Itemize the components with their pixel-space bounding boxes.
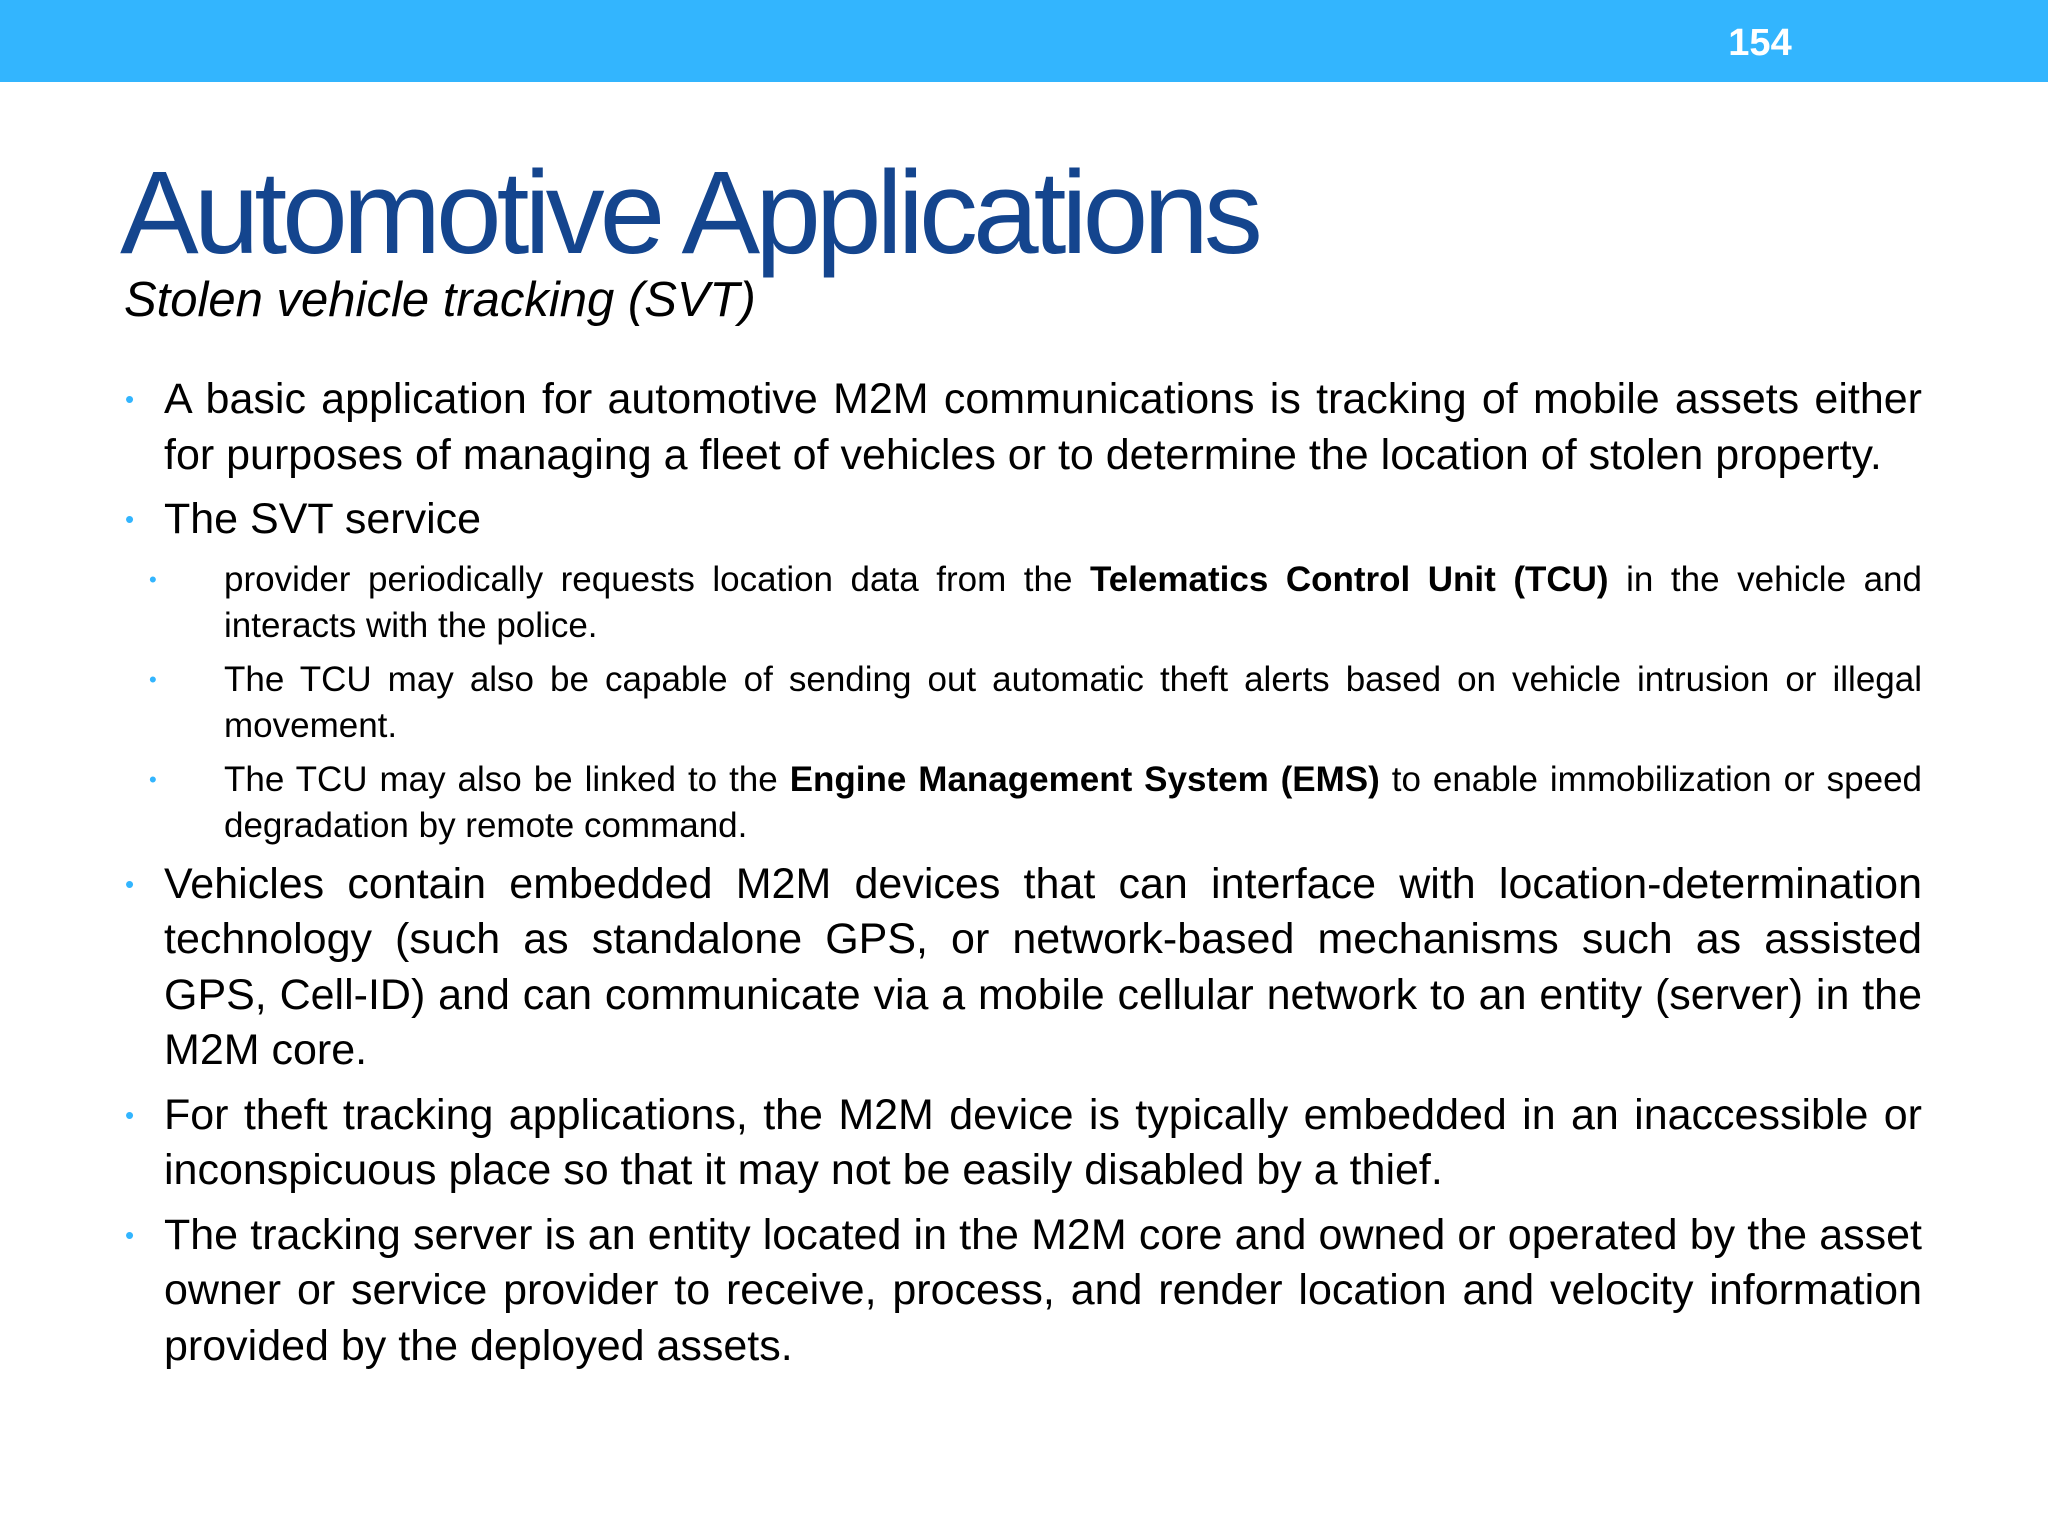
bullet-item — [120, 1088, 1922, 1199]
slide-title: Automotive Applications — [120, 147, 1258, 279]
sub-bullet-text: provider periodically requests location data from the — [224, 559, 1090, 599]
bullet-icon: • — [125, 504, 135, 534]
slide-subtitle: Stolen vehicle tracking (SVT) — [124, 273, 756, 327]
bullet-text: For theft tracking applications, the M2M device is typically embedded in an inaccessible or inconspicuous place so that it may not be easily disabled by a thief. — [164, 1090, 1922, 1194]
sub-bullet-text: to enable immobilization or speed degradation by remote command. — [224, 759, 1923, 845]
sub-bullet-item — [120, 757, 1922, 850]
sub-bullet-list — [120, 557, 1922, 850]
sub-bullet-icon: • — [149, 566, 157, 592]
bullet-item — [120, 1208, 1922, 1375]
bullet-text: The tracking server is an entity located in the M2M core and owned or operated by the asset owner or service provider to receive, process, and render location and velocity information provided by the deployed assets. — [164, 1210, 1922, 1370]
bullet-icon: • — [125, 868, 135, 899]
sub-bullet-icon: • — [149, 766, 157, 792]
sub-bullet-text: The TCU may also be linked to the — [224, 759, 790, 799]
bullet-text: A basic application for automotive M2M communications is tracking of mobile assets either for purposes of managing a fleet of vehicles or to determine the location of stolen property. — [164, 375, 1922, 479]
bullet-item — [120, 857, 1922, 1079]
bullet-icon: • — [125, 1219, 135, 1250]
bullet-text: Vehicles contain embedded M2M devices that can interface with location-determination technology (such as standalone GPS, or network-based mechanisms such as assisted GPS, Cell-ID) and can communicate via a mobile cellular network to an entity (server) in the M2M core. — [164, 859, 1922, 1074]
slide-number: 154 — [1728, 22, 1792, 64]
bullet-text: The SVT service — [164, 495, 482, 543]
bullet-list — [120, 372, 1922, 1383]
sub-bullet-bold-term: Telematics Control Unit (TCU) — [1089, 559, 1609, 599]
bullet-item — [120, 372, 1922, 483]
bullet-icon: • — [125, 384, 135, 414]
header-bar — [0, 0, 2048, 82]
sub-bullet-icon: • — [149, 666, 157, 692]
sub-bullet-bold-term: Engine Management System (EMS) — [789, 759, 1380, 799]
bullet-item — [120, 492, 1922, 548]
sub-bullet-text: in the vehicle and interacts with the police. — [224, 559, 1922, 645]
sub-bullet-text: The TCU may also be capable of sending out automatic theft alerts based on vehicle intrusion or illegal movement. — [224, 659, 1922, 745]
bullet-icon: • — [125, 1099, 135, 1130]
sub-bullet-item — [120, 557, 1922, 650]
sub-bullet-item — [120, 657, 1922, 750]
